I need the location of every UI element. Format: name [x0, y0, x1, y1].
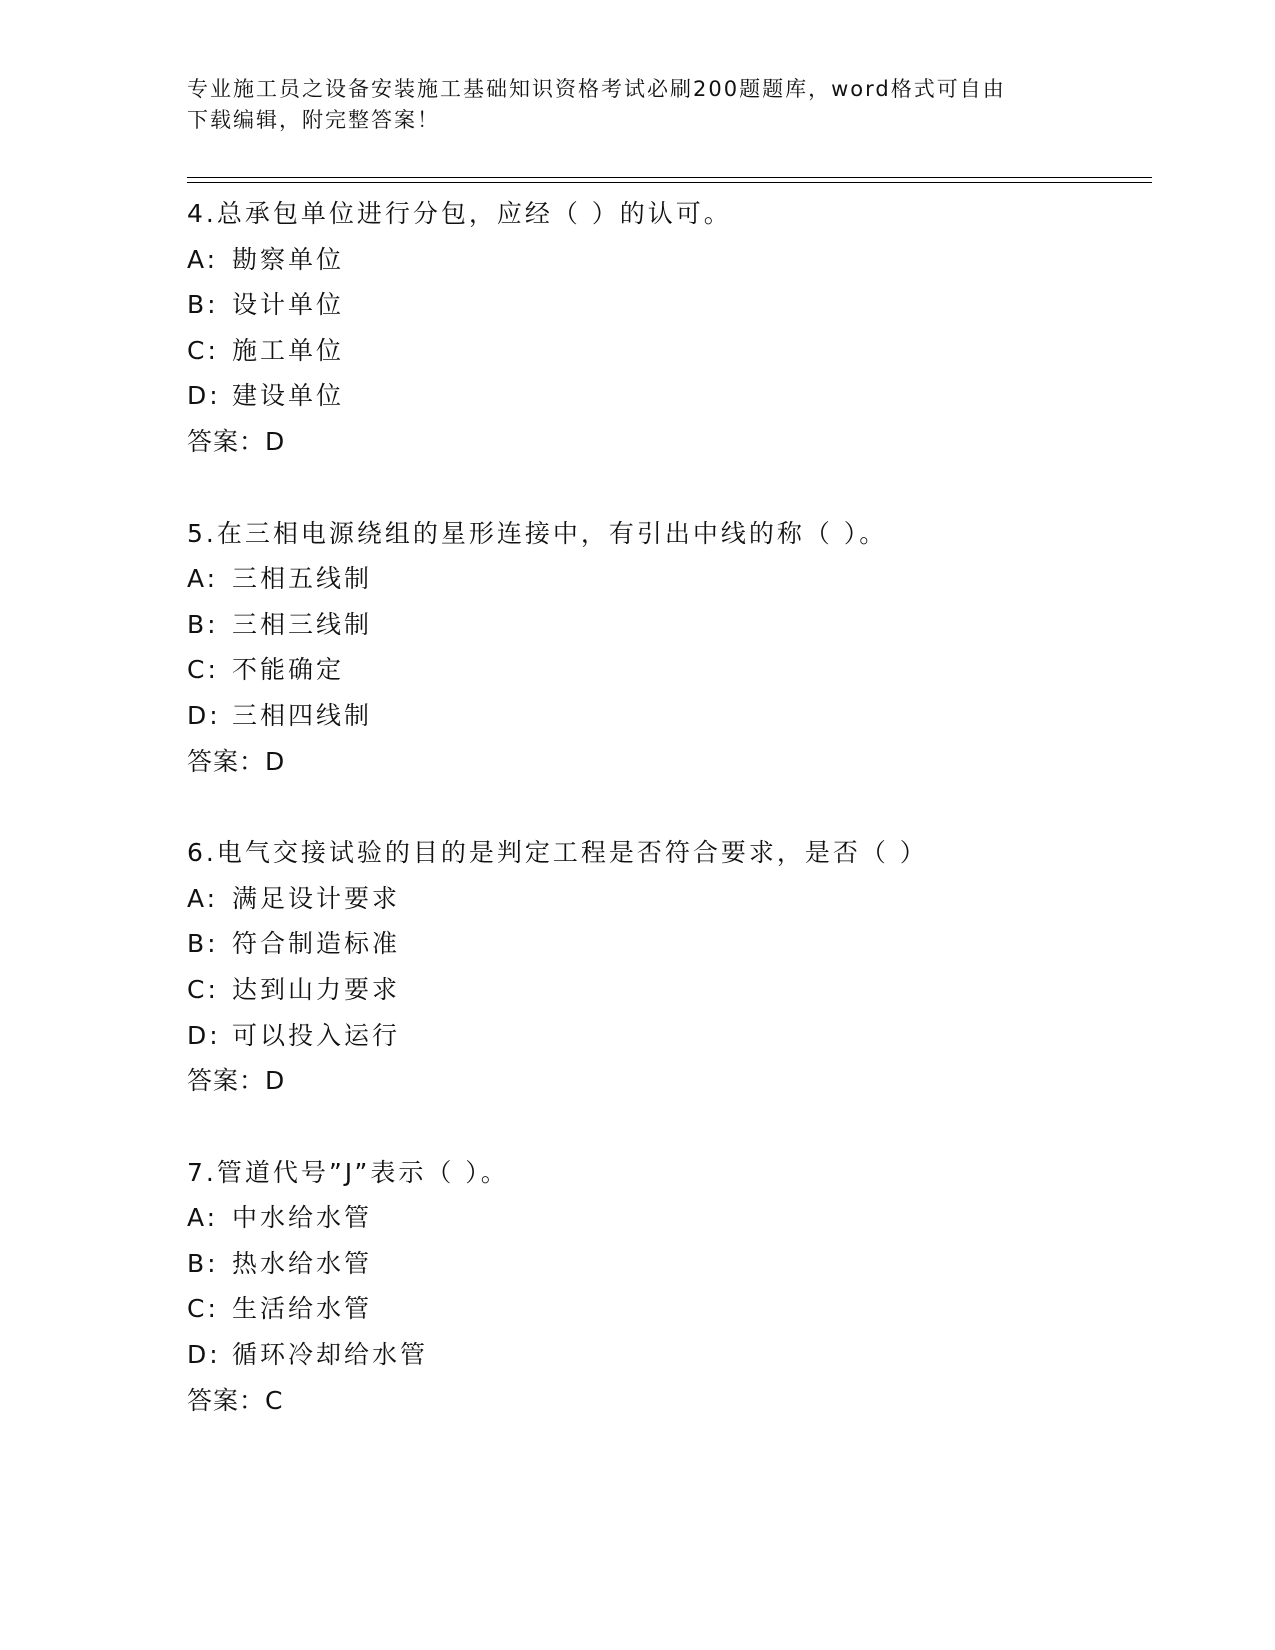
option-letter: B: — [187, 609, 219, 639]
option-letter: B: — [187, 290, 219, 320]
option-letter: D: — [187, 1340, 221, 1370]
option-text: 不能确定 — [232, 655, 345, 685]
option-a — [187, 1195, 1152, 1241]
header-divider-top — [187, 177, 1152, 178]
answer-label: 答案：D — [187, 746, 286, 776]
question-stem: 6.电气交接试验的目的是判定工程是否符合要求，是否（ ） — [187, 838, 928, 868]
header-line-2: 下载编辑，附完整答案！ — [187, 108, 440, 132]
option-letter: D: — [187, 381, 221, 411]
option-text: 中水给水管 — [232, 1203, 373, 1233]
option-text: 可以投入运行 — [232, 1020, 401, 1050]
option-text: 生活给水管 — [232, 1294, 373, 1324]
option-b — [187, 602, 1152, 648]
option-letter: C: — [187, 974, 219, 1004]
option-letter: A: — [187, 1203, 219, 1233]
option-b — [187, 1241, 1152, 1287]
option-c — [187, 328, 1152, 374]
option-text: 施工单位 — [232, 335, 345, 365]
option-a — [187, 876, 1152, 922]
question-stem: 5.在三相电源绕组的星形连接中，有引出中线的称（ ）。 — [187, 518, 888, 548]
option-d — [187, 1013, 1152, 1059]
option-text: 符合制造标准 — [232, 929, 401, 959]
option-b — [187, 282, 1152, 328]
question-list — [187, 191, 1152, 1469]
option-b — [187, 921, 1152, 967]
option-text: 建设单位 — [232, 381, 345, 411]
option-letter: A: — [187, 564, 219, 594]
question-7 — [187, 1150, 1152, 1424]
option-text: 热水给水管 — [232, 1248, 373, 1278]
document-header — [187, 74, 1087, 136]
question-4 — [187, 191, 1152, 465]
option-d — [187, 373, 1152, 419]
option-letter: C: — [187, 335, 219, 365]
option-letter: A: — [187, 244, 219, 274]
option-text: 达到山力要求 — [232, 974, 401, 1004]
option-letter: B: — [187, 1248, 219, 1278]
option-text: 满足设计要求 — [232, 883, 401, 913]
option-letter: A: — [187, 883, 219, 913]
question-stem: 4.总承包单位进行分包，应经（ ）的认可。 — [187, 199, 732, 228]
question-5 — [187, 511, 1152, 785]
option-a — [187, 237, 1152, 283]
option-letter: D: — [187, 700, 221, 730]
option-letter: B: — [187, 929, 219, 959]
question-6 — [187, 830, 1152, 1104]
option-text: 循环冷却给水管 — [232, 1340, 429, 1370]
option-text: 三相三线制 — [232, 609, 373, 639]
option-letter: D: — [187, 1020, 221, 1050]
answer-label: 答案：D — [187, 1066, 286, 1096]
option-text: 设计单位 — [232, 290, 345, 320]
header-divider-bottom — [187, 182, 1152, 183]
option-text: 三相五线制 — [232, 564, 373, 594]
option-c — [187, 1286, 1152, 1332]
answer-label: 答案：C — [187, 1385, 284, 1415]
option-c — [187, 647, 1152, 693]
header-line-1: 专业施工员之设备安装施工基础知识资格考试必刷200题题库，word格式可自由 — [187, 77, 1006, 101]
answer-label: 答案：D — [187, 426, 286, 456]
option-a — [187, 556, 1152, 602]
option-text: 勘察单位 — [232, 244, 345, 274]
option-c — [187, 967, 1152, 1013]
option-d — [187, 693, 1152, 739]
option-letter: C: — [187, 1294, 219, 1324]
option-d — [187, 1332, 1152, 1378]
option-text: 三相四线制 — [232, 700, 373, 730]
question-stem: 7.管道代号”J”表示（ ）。 — [187, 1157, 509, 1187]
option-letter: C: — [187, 655, 219, 685]
